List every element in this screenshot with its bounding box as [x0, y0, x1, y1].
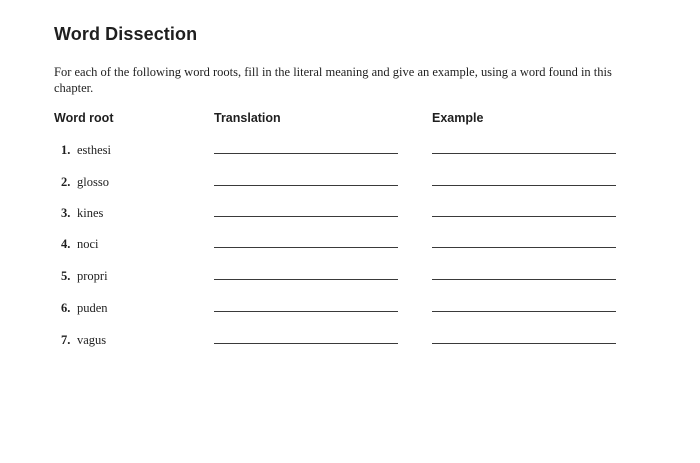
example-blank[interactable] — [432, 279, 616, 280]
row-number: 7. — [61, 333, 71, 347]
example-blank[interactable] — [432, 343, 616, 344]
translation-blank[interactable] — [214, 153, 398, 154]
table-row — [0, 269, 700, 289]
instructions-text: For each of the following word roots, fill in the literal meaning and give an example, using a word found in this chapter. — [54, 65, 612, 95]
table-row — [0, 143, 700, 163]
word-root-label — [61, 301, 108, 316]
translation-blank[interactable] — [214, 247, 398, 248]
column-header-example: Example — [432, 111, 484, 125]
translation-blank[interactable] — [214, 279, 398, 280]
table-row — [0, 206, 700, 226]
row-number: 4. — [61, 237, 71, 251]
translation-blank[interactable] — [214, 311, 398, 312]
example-blank[interactable] — [432, 247, 616, 248]
example-blank[interactable] — [432, 216, 616, 217]
example-blank[interactable] — [432, 311, 616, 312]
word-root: esthesi — [77, 143, 112, 157]
example-blank[interactable] — [432, 153, 616, 154]
word-root: glosso — [77, 175, 109, 189]
column-header-word-root: Word root — [54, 111, 114, 125]
translation-blank[interactable] — [214, 185, 398, 186]
word-root-label — [61, 175, 109, 190]
word-root: puden — [77, 301, 108, 315]
word-root-label — [61, 206, 103, 221]
translation-blank[interactable] — [214, 343, 398, 344]
word-root: vagus — [77, 333, 107, 347]
row-number: 5. — [61, 269, 71, 283]
example-blank[interactable] — [432, 185, 616, 186]
word-root: propri — [77, 269, 108, 283]
word-root: noci — [77, 237, 99, 251]
word-root-label — [61, 333, 106, 348]
word-root-label — [61, 237, 99, 252]
word-root-label — [61, 143, 111, 158]
row-number: 2. — [61, 175, 71, 189]
column-header-translation: Translation — [214, 111, 281, 125]
translation-blank[interactable] — [214, 216, 398, 217]
row-number: 1. — [61, 143, 71, 157]
row-number: 3. — [61, 206, 71, 220]
table-row — [0, 175, 700, 195]
table-row — [0, 237, 700, 257]
row-number: 6. — [61, 301, 71, 315]
word-root-label — [61, 269, 108, 284]
page-title: Word Dissection — [54, 24, 198, 44]
table-row — [0, 301, 700, 321]
word-root: kines — [77, 206, 104, 220]
table-row — [0, 333, 700, 353]
